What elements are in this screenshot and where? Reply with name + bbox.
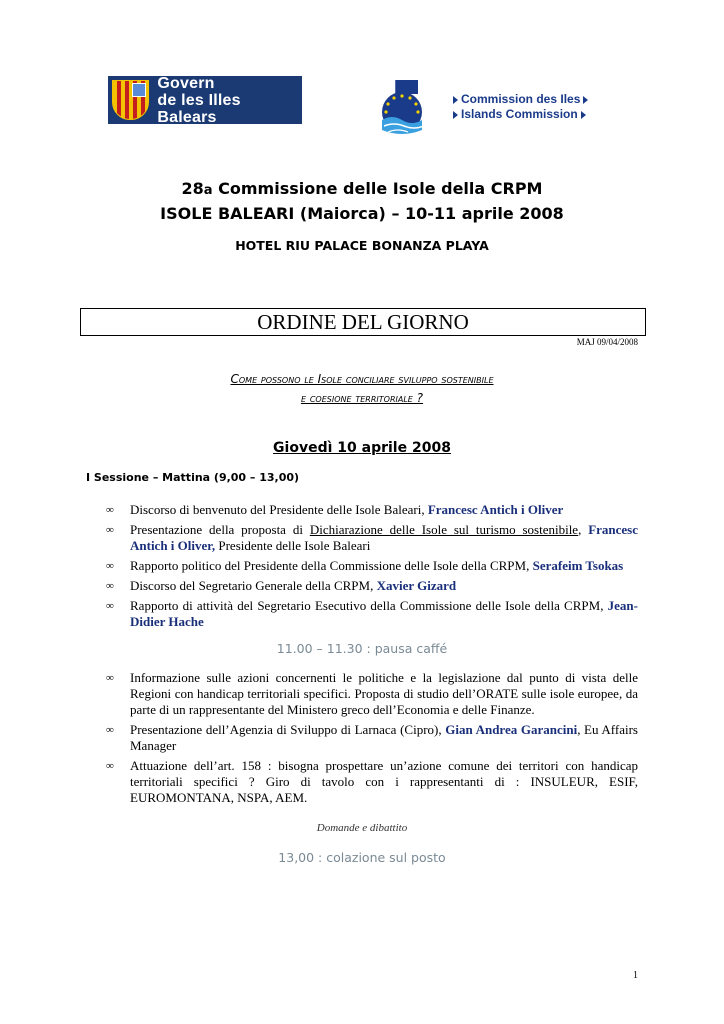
- infinity-bullet-icon: ∞: [106, 600, 114, 612]
- list-item: ∞ Presentazione dell’Agenzia di Sviluppo di Larnaca (Cipro), Gian Andrea Garancini, Eu Affairs Manager: [106, 722, 638, 753]
- infinity-bullet-icon: ∞: [106, 560, 114, 572]
- govern-line1: Govern: [157, 74, 215, 92]
- title-line1: 28a Commissione delle Isole della CRPM: [181, 179, 543, 198]
- declaration-link[interactable]: Dichiarazione delle Isole sul turismo sostenibile: [309, 522, 579, 537]
- commission-links: [450, 92, 620, 122]
- agenda-list-morning: [106, 502, 638, 634]
- subtitle-line2: e coesione territoriale ?: [300, 391, 424, 405]
- balearic-shield-icon: [112, 80, 149, 120]
- page-number: 1: [633, 970, 638, 981]
- infinity-bullet-icon: ∞: [106, 524, 114, 536]
- coffee-break: 11.00 – 11.30 : pausa caffé: [276, 641, 448, 656]
- govern-line2: de les Illes Balears: [157, 91, 241, 126]
- title-line2: ISOLE BALEARI (Maiorca) – 10-11 aprile 2008: [160, 204, 564, 223]
- lunch-break: 13,00 : colazione sul posto: [278, 850, 446, 865]
- govern-logo-text: [157, 75, 302, 126]
- infinity-bullet-icon: ∞: [106, 724, 114, 736]
- infinity-bullet-icon: ∞: [106, 580, 114, 592]
- list-item: ∞ Rapporto politico del Presidente della Commissione delle Isole della CRPM, Serafeim Tsokas: [106, 558, 624, 573]
- agenda-list-late-morning: [106, 670, 638, 810]
- session-heading: I Sessione – Mattina (9,00 – 13,00): [86, 471, 300, 484]
- update-date: MAJ 09/04/2008: [576, 337, 638, 347]
- govern-logo: [108, 76, 302, 124]
- list-item: ∞ Discorso del Segretario Generale della CRPM, Xavier Gizard: [106, 578, 457, 593]
- list-item: ∞ Attuazione dell’art. 158 : bisogna prospettare un’azione comune dei territori con handicap territoriali specifici ? Giro di tavolo con i rappresentanti di : INSULEUR, ESIF, EUROMONTANA, NSPA, AEM.: [106, 758, 638, 805]
- agenda-heading: ORDINE DEL GIORNO: [80, 308, 646, 336]
- infinity-bullet-icon: ∞: [106, 504, 114, 516]
- list-item: ∞ Presentazione della proposta di Dichiarazione delle Isole sul turismo sostenibile, Francesc Antich i Oliver, Presidente delle Isole Baleari: [106, 522, 639, 553]
- commission-en-link[interactable]: Islands Commission: [450, 107, 620, 122]
- list-item: ∞ Discorso di benvenuto del Presidente delle Isole Baleari, Francesc Antich i Oliver: [106, 502, 564, 517]
- discussion-note: Domande e dibattito: [316, 822, 408, 834]
- triangle-right-icon: [453, 96, 458, 104]
- infinity-bullet-icon: ∞: [106, 760, 114, 772]
- subtitle-line1: Come possono le Isole conciliare sviluppo sostenibile: [230, 372, 494, 386]
- commission-fr-link[interactable]: Commission des Iles: [450, 92, 620, 107]
- list-item: ∞ Informazione sulle azioni concernenti le politiche e la legislazione dal punto di vista delle Regioni con handicap territoriali specifici. Proposta di studio dell’ORATE sulle isole europee, da parte di un rappresentante del Ministero greco dell’Economia e delle Finanze.: [106, 670, 638, 717]
- hotel-name: HOTEL RIU PALACE BONANZA PLAYA: [235, 238, 489, 253]
- triangle-right-icon: [583, 96, 588, 104]
- triangle-right-icon: [581, 111, 586, 119]
- infinity-bullet-icon: ∞: [106, 672, 114, 684]
- triangle-right-icon: [453, 111, 458, 119]
- list-item: ∞ Rapporto di attività del Segretario Esecutivo della Commissione delle Isole della CRPM, Jean-Didier Hache: [106, 598, 638, 629]
- islands-commission-logo-icon: [374, 78, 436, 138]
- day-heading: Giovedì 10 aprile 2008: [273, 440, 451, 456]
